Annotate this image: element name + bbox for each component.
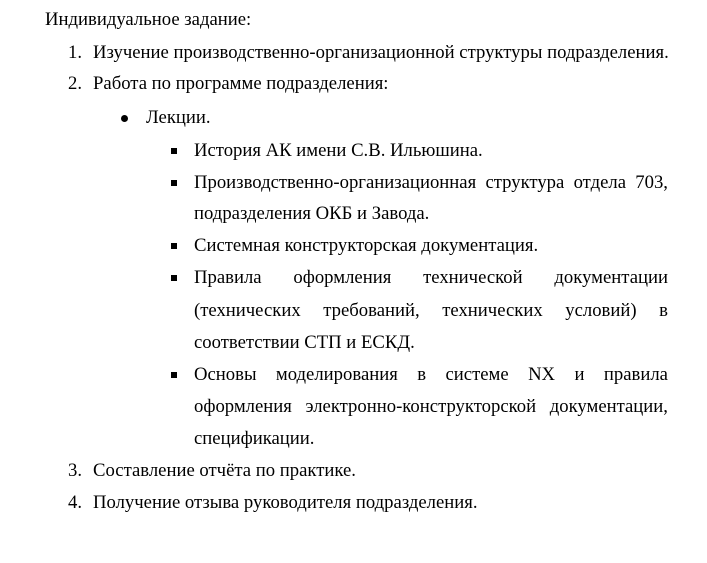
subitem-word: (технических	[194, 300, 301, 321]
subitem-line-justified	[194, 396, 668, 418]
subitem-word: оформления	[293, 267, 392, 288]
subitem-word: 703,	[635, 172, 668, 193]
subitem-line: История АК имени С.В. Ильюшина.	[194, 140, 483, 161]
square-bullet-icon	[171, 148, 177, 154]
assignment-heading: Индивидуальное задание:	[45, 9, 252, 30]
subitem-word: документации	[554, 267, 668, 288]
subitem-word: в	[417, 364, 427, 385]
subitem-line: соответствии СТП и ЕСКД.	[194, 332, 415, 353]
subitem-line-justified	[194, 364, 668, 386]
list-item-number: 4.	[68, 492, 83, 513]
subitem-word: технической	[423, 267, 523, 288]
bullet-dot-icon	[121, 115, 128, 122]
subitem-word: Производственно-организационная	[194, 172, 477, 193]
list-item-text: Работа по программе подразделения:	[93, 73, 389, 94]
subitem-line-justified	[194, 300, 668, 322]
subitem-word: NX	[528, 364, 556, 385]
subitem-line: подразделения ОКБ и Завода.	[194, 203, 430, 224]
subitem-word: Основы	[194, 364, 257, 385]
square-bullet-icon	[171, 275, 177, 281]
subitem-line: спецификации.	[194, 428, 315, 449]
list-item-text: Получение отзыва руководителя подразделения.	[93, 492, 478, 513]
subitem-line: Системная конструкторская документация.	[194, 235, 539, 256]
list-item-number: 3.	[68, 460, 83, 481]
list-item-number: 1.	[68, 42, 83, 63]
subitem-word: в	[659, 300, 668, 321]
subitem-word: системе	[445, 364, 509, 385]
subitem-word: документации,	[549, 396, 668, 417]
subitem-word: условий)	[565, 300, 637, 321]
subitem-word: моделирования	[275, 364, 398, 385]
list-item-text: Изучение производственно-организационной структуры подразделения.	[93, 42, 669, 63]
square-bullet-icon	[171, 243, 177, 249]
subitem-word: отдела	[573, 172, 627, 193]
square-bullet-icon	[171, 180, 177, 186]
bullet-item-text: Лекции.	[146, 107, 211, 128]
subitem-word: правила	[603, 364, 668, 385]
list-item-number: 2.	[68, 73, 83, 94]
subitem-word: Правила	[194, 267, 262, 288]
subitem-word: структура	[485, 172, 565, 193]
subitem-line-justified	[194, 172, 668, 194]
list-item-text: Составление отчёта по практике.	[93, 460, 356, 481]
subitem-word: и	[574, 364, 585, 385]
subitem-word: технических	[442, 300, 543, 321]
subitem-line-justified	[194, 267, 668, 289]
subitem-word: требований,	[323, 300, 420, 321]
subitem-word: оформления	[194, 396, 292, 417]
subitem-word: электронно-конструкторской	[305, 396, 537, 417]
square-bullet-icon	[171, 372, 177, 378]
